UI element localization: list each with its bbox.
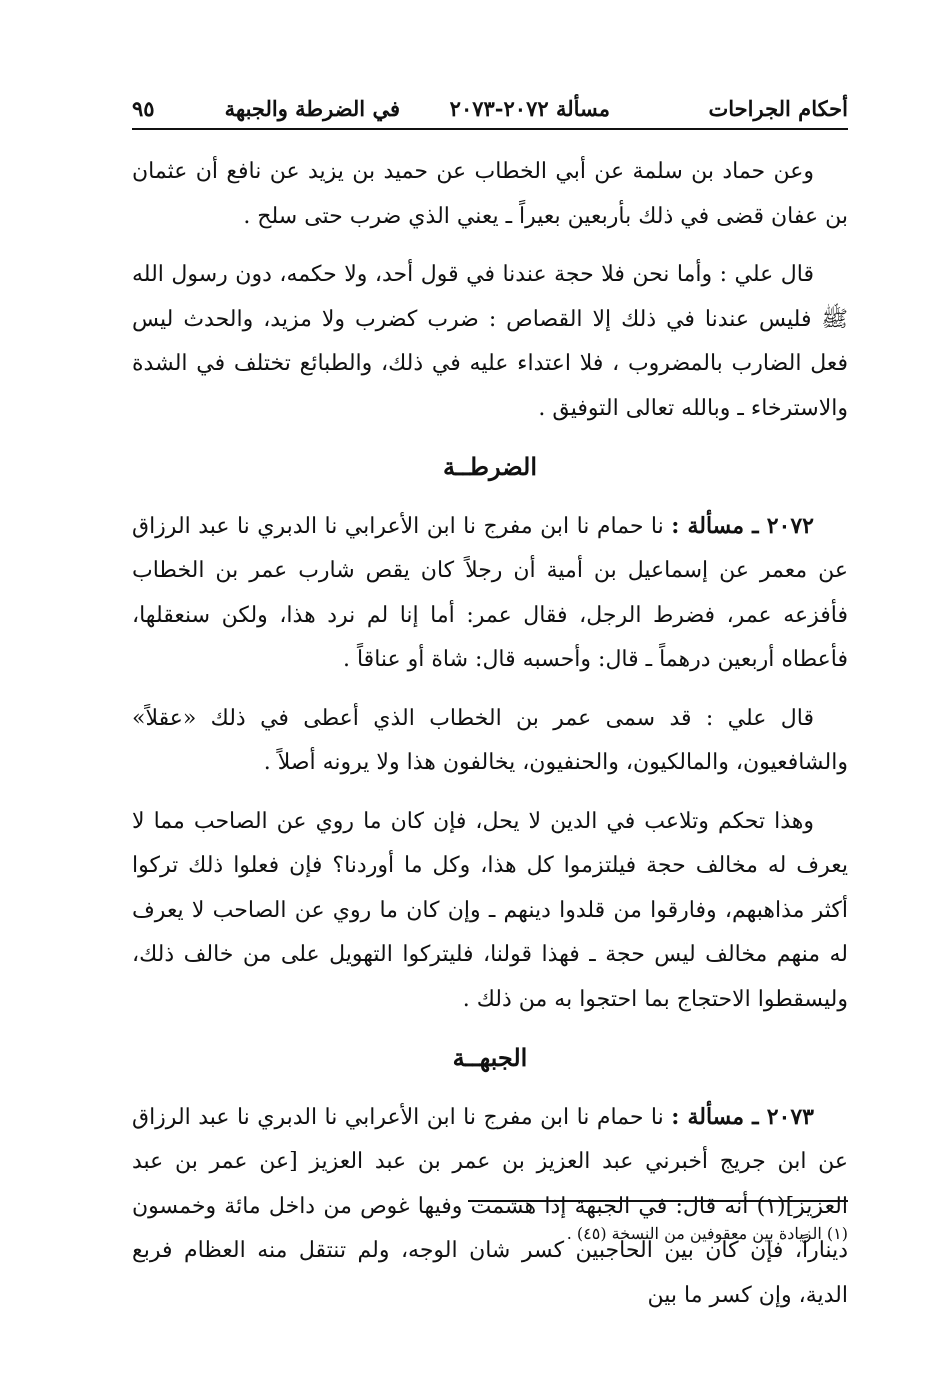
section-heading-darta: الضرطــة [442, 452, 538, 481]
section-heading-jabha: الجبهــة [452, 1043, 528, 1072]
masala-range: مسألة ٢٠٧٢-٢٠٧٣ [449, 96, 610, 121]
page-body [132, 150, 848, 1332]
page-number: ٩٥ [132, 96, 155, 121]
paragraph-5: وهذا تحكم وتلاعب في الدين لا يحل، فإن كان ما روي عن الصاحب مما لا يعرف له مخالف حجة فيلتزموا كل هذا، وكل ما أوردنا؟ فإن فعلوا ذلك تركوا أكثر مذاهبهم، وفارقوا من قلدوا دينهم ـ وإن كان ما روي عن الصاحب لا يعرف له منهم مخالف ليس حجة ـ فهذا قولنا، فليتركوا التهويل على من خالف ذلك، وليسقطوا الاحتجاج بما احتجوا به من ذلك . [132, 808, 848, 1012]
chapter-topic: في الضرطة والجبهة [224, 96, 400, 121]
paragraph-text: نا حمام نا ابن مفرج نا ابن الأعرابي نا الدبري نا عبد الرزاق عن معمر عن إسماعيل بن أمية أن رجلاً كان يقص شارب عمر بن الخطاب فأفزعه عمر، فضرط الرجل، فقال عمر: أما إنا لم نرد هذا، ولكن سنعقلها، فأعطاه أربعين درهماً ـ قال: وأحسبه قال: شاة أو عناقاً . [132, 513, 848, 672]
paragraph-1: وعن حماد بن سلمة عن أبي الخطاب عن حميد بن يزيد عن نافع أن عثمان بن عفان قضى في ذلك بأربعين بعيراً ـ يعني الذي ضرب حتى سلح . [132, 159, 848, 229]
footnote: (١) الزيادة بين معقوفين من النسخة (٤٥) . [566, 1224, 848, 1243]
paragraph-2: قال علي : وأما نحن فلا حجة عندنا في قول أحد، ولا حكمه، دون رسول الله ﷺ فليس عندنا في ذلك إلا القصاص : ضرب كضرب ولا مزيد، والحدث ليس فعل الضارب بالمضروب ، فلا اعتداء عليه في ذلك، والطبائع تختلف في الشدة والاسترخاء ـ وبالله تعالى التوفيق . [132, 262, 848, 421]
paragraph-text: نا حمام نا ابن مفرج نا ابن الأعرابي نا الدبري نا عبد الرزاق عن ابن جريج أخبرني عبد العزيز بن عمر بن عبد العزيز [عن عمر بن عبد العزيز](١) أنه قال: في الجبهة إذا هشمت وفيها غوص من داخل مائة وخمسون ديناراً، فإن كان بين الحاجبين كسر شان الوجه، ولم تنتقل منه العظام فربع الدية، وإن كسر ما بين [132, 1104, 848, 1308]
footnote-divider [468, 1200, 848, 1202]
paragraph-4: قال علي : قد سمى عمر بن الخطاب الذي أعطى في ذلك «عقلاً» والشافعيون، والمالكيون، والحنفيون، يخالفون هذا ولا يرونه أصلاً . [132, 705, 848, 775]
running-header [132, 92, 848, 130]
paragraph-masala-2073 [132, 1095, 848, 1319]
book-title: أحكام الجراحات [708, 96, 848, 121]
masala-number: ٢٠٧٢ ـ مسألة : [671, 512, 814, 539]
masala-number: ٢٠٧٣ ـ مسألة : [671, 1103, 814, 1130]
paragraph-masala-2072 [132, 504, 848, 683]
